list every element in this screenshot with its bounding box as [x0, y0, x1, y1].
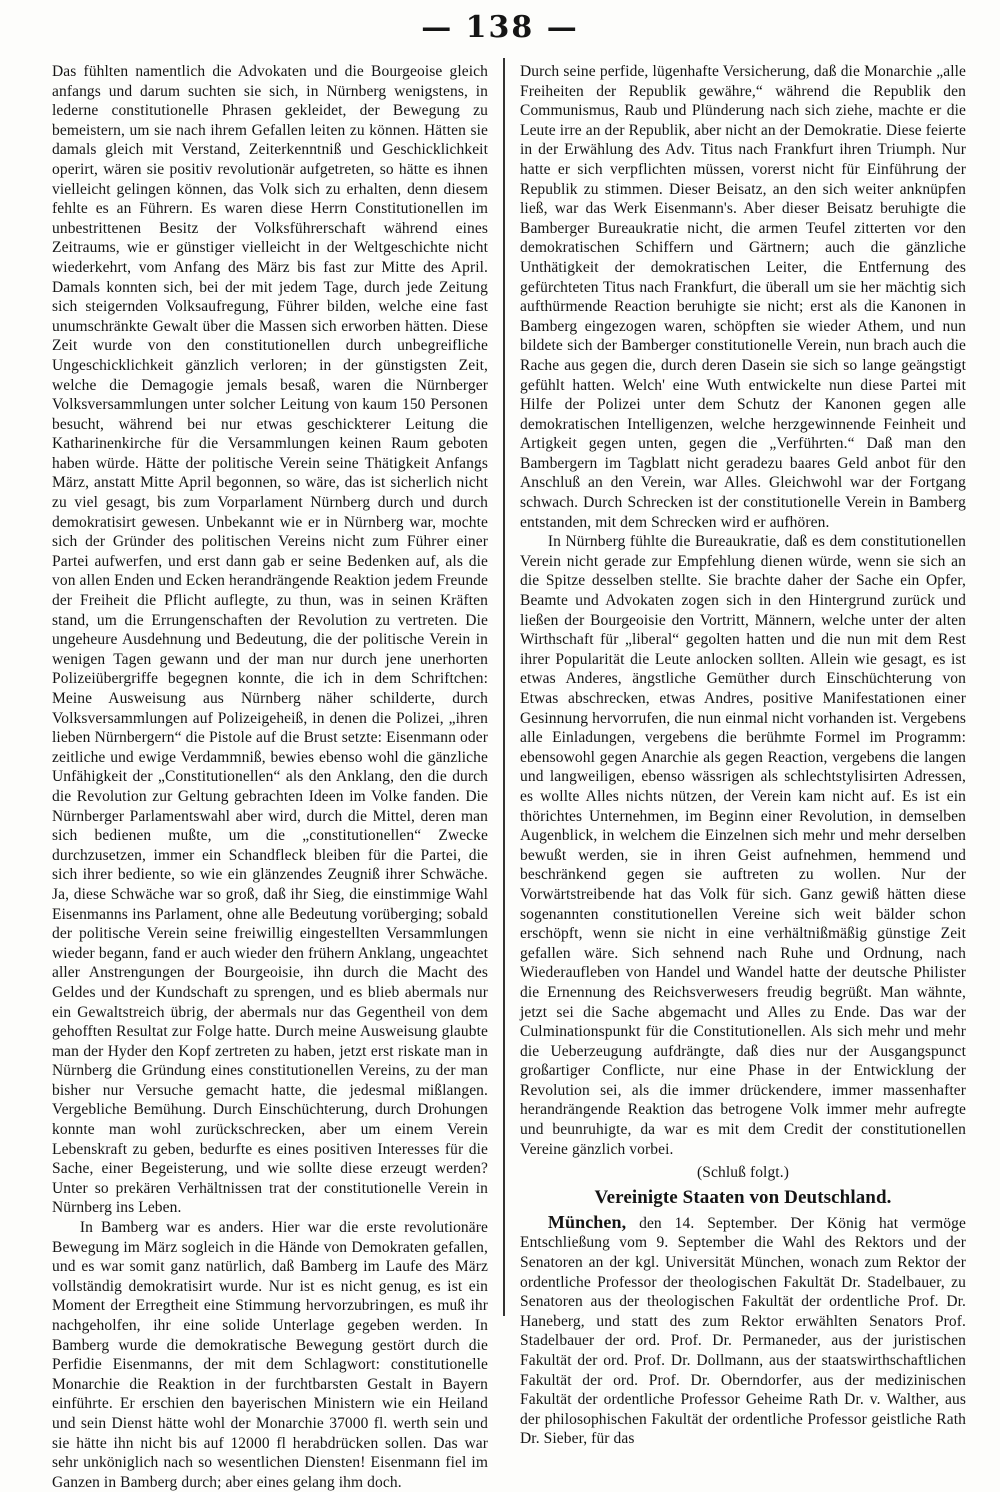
left-paragraph-1: Das fühlten namentlich die Advokaten und die Bourgeoise gleich anfangs und darum suchten sie sich, in Nürnberg wenigstens, in lederne constitutionelle Phrasen gekleidet, der Bewegung zu bemeistern, um sie nach ihrem Gefallen leiten zu können. Hätten sie damals gleich mit Verstand, Zeiterkenntniß und Geschicklichkeit operirt, wären sie positiv revolutionär aufgetreten, so hätte es ihnen vielleicht gelingen können, das Volk sich zu erhalten, denn diesem fehlte es an Führern. Es waren diese Herrn Constitutionellen im unbestrittenen Besitz der Volksführerschaft während eines Zeitraums, wie er günstiger vielleicht in der Weltgeschichte nicht wiederkehrt, vom Anfang des März bis fast zur Mitte des April. Damals konnten sich, bei der mit jedem Tage, durch jede Zeitung sich steigernden Volksaufregung, Führer bilden, welche eine fast unumschränkte Gewalt über die Massen sich erworben hätten. Diese Zeit wurde von den constitutionellen durch unbegreifliche Ungeschicklichkeit gänzlich verloren; in der günstigsten Zeit, welche die Demagogie jemals besaß, waren die Nürnberger Volksversammlungen unter solcher Leitung von kaum 150 Personen besucht, während bei nur etwas geschickterer Leitung die Katharinenkirche für die Versammlungen keinen Raum geboten haben würde. Hätte der politische Verein seine Thätigkeit Anfangs März, anstatt Mitte April begonnen, so wäre, das ist sicherlich nicht zu viel gesagt, bis zum Vorparlament Nürnberg durch und durch demokratisirt gewesen. Unbekannt wie er in Nürnberg war, mochte sich der Gründer des politischen Vereins nicht zum Führer einer Partei aufwerfen, und erst dann gab er seine Bedenken auf, als die von allen Enden und Ecken herandrängende Reaktion jedem Freunde der Freiheit die Pflicht auflegte, zu thun, was in seinen Kräften stand, um die Errungenschaften der Revolution zu vertreten. Die ungeheure Ausdehnung und Bedeutung, die der politische Verein in wenigen Tagen gewann und der man nur durch jene unerhorten Polizeiübergriffe begegnen konnte, die ich in dem Schriftchen: Meine Ausweisung aus Nürnberg näher schilderte, durch Volksversammlungen auf Polizeigeheiß, in denen die Polizei, „ihren lieben Nürnbergern“ die Pistole auf die Brust setzte: Eisenmann oder zeitliche und ewige Verdammniß, bewies ebenso wohl die gänzliche Unfähigkeit der „Constitutionellen“ als den Anklang, den die durch die Revolution zur Geltung gebrachten Ideen im Volke fanden. Die Nürnberger Parlamentswahl aber wird, durch die Mittel, deren man sich bedienen mußte, um die „constitutionellen“ Zwecke durchzusetzen, immer ein Schandfleck bleiben für die Partei, die sich ihrer bediente, so wie ein glänzendes Zeugniß ihrer Schwäche. Ja, diese Schwäche war so groß, daß ihr Sieg, die einstimmige Wahl Eisenmanns ins Parlament, ohne alle Bedeutung vorüberging; sobald der politische Verein seine freiwillig eingestellten Versammlungen wieder begann, fand er auch wieder den frühern Anklang, ungeachtet aller Anstrengungen der Bourgeoisie, ihn durch die Macht des Geldes und der Kundschaft zu sprengen, und es blieb abermals nur ein Gewaltstreich übrig, der abermals nur das Gegentheil von dem gehofften Resultat zur Folge hatte. Durch meine Ausweisung glaubte man der Hyder den Kopf zertreten zu haben, jetzt erst riskate man in Nürnberg die Gründung eines constitutionellen Vereins, zu der man bisher nur Versuche gemacht hatte, die jedesmal mißlangen. Vergebliche Bemühung. Durch Einschüchterung, durch Drohungen konnte man wohl zurückschrecken, aber um einem Verein Lebenskraft zu geben, bedurfte es eines positiven Interesses für die Sache, einer Begeisterung, und wie sollte diese erzeugt werden? Unter so prekären Verhältnissen trat der constitutionelle Verein in Nürnberg ins Leben.: [52, 63, 488, 1217]
section-heading: Vereinigte Staaten von Deutschland.: [594, 1186, 892, 1208]
news-text: den 14. September. Der König hat vermöge Entschließung vom 9. September die Wahl des Rektors und der Senatoren an der kgl. Universität München, wonach zum Rektor der ordentliche Professor der theologischen Fakultät Dr. Stadelbauer, zu Senatoren aus der theologischen Fakultät der ordentliche Prof. Dr. Haneberg, und statt des zum Rektor erwählten Senators Prof. Stadelbauer der ord. Prof. Dr. Permaneder, aus der juristischen Fakultät der ord. Prof. Dr. Dollmann, aus der staatswirthschaftlichen Fakultät der ord. Prof. Dr. Oberndorfer, aus der medizinischen Fakultät der ordentliche Professor Geheime Rath Dr. v. Walther, aus der philosophischen Fakultät der ordentliche Professor geistliche Rath Dr. Sieber, für das: [520, 1214, 966, 1448]
dateline: München,: [547, 1211, 627, 1232]
right-column: [520, 62, 966, 1448]
left-paragraph-2: In Bamberg war es anders. Hier war die erste revolutionäre Bewegung im März sogleich in die Hände von Demokraten gefallen, und es war somit ganz natürlich, daß Bamberg im Laufe des März vollständig demokratisirt wurde. Nur ist es nicht genug, es ist ein Moment der Erregtheit eine Stimmung hervorzubringen, es muß ihr nachgeholfen, ihr eine solide Unterlage gegeben werden. In Bamberg wurde die demokratische Bewegung gestört durch die Perfidie Eisenmanns, der mit dem Schlagwort: constitutionelle Monarchie die Reaktion in der furchtbarsten Gestalt in Bayern einführte. Er erschien den bayerischen Ministern wie ein Heiland und sein Dienst hätte wohl der Monarchie 37000 fl. werth sein und sie hätte ihn nicht bis auf 12000 fl herabdrücken sollen. Das war sehr unköniglich nach so wesentlichen Diensten! Eisenmann fiel im Ganzen in Bamberg durch; aber eines gelang ihm doch.: [52, 1219, 488, 1491]
right-paragraph-2: In Nürnberg fühlte die Bureaukratie, daß es dem constitutionellen Verein nicht gerade zur Empfehlung dienen würde, wenn sie sich an die Spitze desselben stellte. Sie brachte daher der Sache ein Opfer, Beamte und Advokaten zogen sich in den Hintergrund zurück und ließen der Bourgeoisie den Vortritt, Männern, welche unter der alten Wirthschaft für „liberal“ gegolten hatten und die nun mit dem Rest ihrer Popularität die Leute anlocken sollten. Allein wie gesagt, es ist etwas Anderes, ängstliche Gemüther durch Einschüchterung von Etwas abschrecken, etwas Andres, positive Manifestationen einer Gesinnung hervorrufen, die nun einmal nicht vorhanden ist. Vergebens alle Einladungen, vergebens die berühmte Formel im Programm: ebensowohl gegen Anarchie als gegen Reaction, vergebens die langen und langweiligen, ebenso wässrigen als schlechtstylisirten Adressen, es wollte Alles nichts nützen, der Verein kam nicht auf. Es ist ein thörichtes Unternehmen, im Beginn einer Revolution, in demselben Augenblick, in welchem die Einzelnen sich mehr und mehr derselben bewußt werden, sie in ihren Geist aufnehmen, hemmend und beschränkend gegen sie auftreten zu wollen. Nur der Vorwärtstreibende hat das Volk für sich. Ganz gewiß hätten diese sogenannten constitutionellen Vereine sich weit bälder schon erschöpft, wenn sie nicht in eine verhältnißmäßig günstige Zeit gefallen wäre. Sich sehnend nach Ruhe und Ordnung, nach Wiederaufleben von Handel und Wandel hatte der deutsche Philister die Ernennung des Reichsverwesers freudig begrüßt. Man wähnte, jetzt sei die Sache abgemacht und Alles zu Ende. Das war der Culminationspunkt für die Constitutionellen. Als sich mehr und mehr die Ueberzeugung aufdrängte, daß dies nur der Ausgangspunct großartiger Conflicte, nur eine Phase in der Entwicklung der Revolution sei, als die immer drückendere, immer massenhafter herandrängende Reaktion das betrogene Volk immer mehr aufregte und beunruhigte, da war es mit dem Credit der constitutionellen Vereine gänzlich vorbei.: [520, 533, 966, 1158]
news-article: [520, 1213, 966, 1449]
left-column: [52, 62, 488, 1491]
right-paragraph-1: Durch seine perfide, lügenhafte Versicherung, daß die Monarchie „alle Freiheiten der Republik gewähre,“ während die Republik den Communismus, Raub und Plünderung nach sich ziehe, machte er die Leute irre an der Republik, aber nicht an der Demokratie. Diese feierte in der Erwählung des Adv. Titus nach Frankfurt ihren Triumph. Nur hatte er sich verpflichten müssen, vorerst nicht für Einführung der Republik zu stimmen. Dieser Beisatz, an den sich weiter anknüpfen ließ, war das Werk Eisenmann's. Aber dieser Beisatz beruhigte die Bamberger Bureaukratie nicht, die armen Teufel zitterten vor den demokratischen Schiffern und Gärtnern; auch die gänzliche Unthätigkeit der demokratischen Leiter, die Entfernung des gefürchteten Titus nach Frankfurt, die überall um sie her mächtig sich aufthürmende Reaction beruhigte sie nicht; erst als die Kanonen in Bamberg eingezogen waren, schöpften sie wieder Athem, und nun bildete sich der Bamberger constitutionelle Verein, nun brach auch die Rache aus gegen die, durch deren Dasein sie sich so lange geängstigt gefühlt hatten. Welch' eine Wuth entwickelte nun diese Partei mit Hilfe der Polizei unter dem Schutz der Kanonen gegen alle demokratischen Intelligenzen, welche herzgewinnende Feinheit und Artigkeit gegen unten, gegen die „Verführten.“ Daß man den Bambergern im Tagblatt nicht geradezu baares Geld anbot für den Anschluß an den Verein, war Alles. Gleichwohl war der Fortgang schwach. Durch Schrecken ist der constitutionelle Verein in Bamberg entstanden, mit dem Schrecken wird er aufhören.: [520, 63, 966, 531]
page-number: — 138 —: [421, 10, 579, 45]
column-divider: [503, 58, 505, 1316]
continuation-note: (Schluß folgt.): [697, 1164, 789, 1182]
